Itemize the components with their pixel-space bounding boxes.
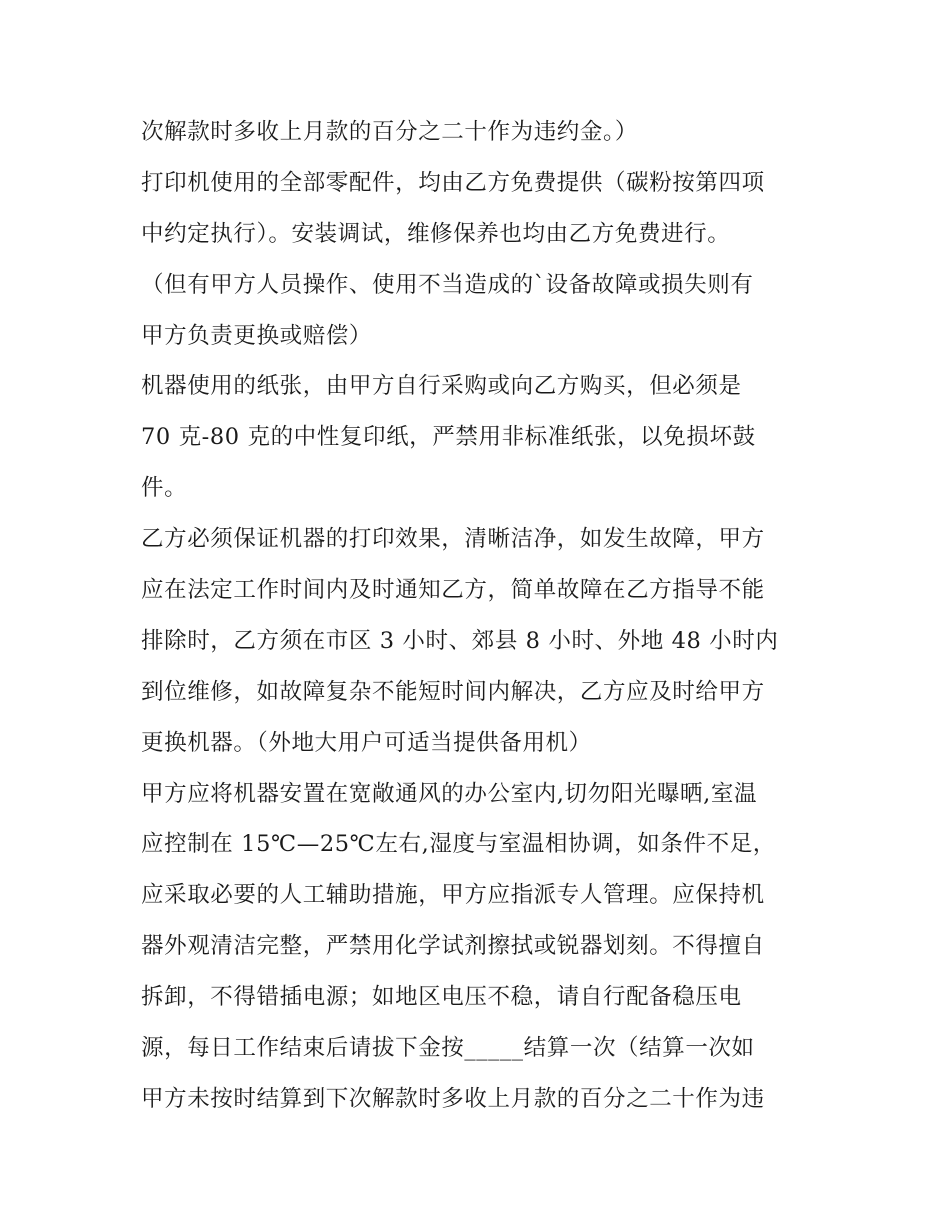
text-line: （但有甲方人员操作、使用不当造成的`设备故障或损失则有	[141, 271, 754, 298]
text-line: 应控制在 15℃—25℃左右,湿度与室温相协调，如条件不足，	[141, 831, 776, 858]
text-line: 更换机器。（外地大用户可适当提供备用机）	[141, 729, 592, 756]
text-line: 机器使用的纸张，由甲方自行采购或向乙方购买，但必须是	[141, 373, 742, 400]
text-line: 甲方负责更换或赔偿）	[141, 322, 373, 349]
text-line: 甲方未按时结算到下次解款时多收上月款的百分之二十作为违	[141, 1085, 765, 1112]
text-line: 到位维修，如故障复杂不能短时间内解决，乙方应及时给甲方	[141, 678, 765, 705]
text-line: 次解款时多收上月款的百分之二十作为违约金。）	[141, 119, 638, 145]
text-line: 甲方应将机器安置在宽敞通风的办公室内,切勿阳光曝晒,室温	[141, 780, 758, 807]
text-line: 打印机使用的全部零配件，均由乙方免费提供（碳粉按第四项	[141, 169, 765, 196]
text-line: 乙方必须保证机器的打印效果，清晰洁净，如发生故障，甲方	[141, 526, 765, 553]
document-body	[141, 107, 831, 1125]
text-line: 源，每日工作结束后请拔下金按_____结算一次（结算一次如	[141, 1035, 755, 1062]
text-line: 器外观清洁完整，严禁用化学试剂擦拭或锐器划刻。不得擅自	[141, 933, 765, 960]
text-line: 应采取必要的人工辅助措施，甲方应指派专人管理。应保持机	[141, 882, 765, 909]
text-line: 拆卸，不得错插电源；如地区电压不稳，请自行配备稳压电	[141, 984, 742, 1011]
text-line: 70 克-80 克的中性复印纸，严禁用非标准纸张，以免损坏鼓	[141, 424, 756, 451]
text-line: 应在法定工作时间内及时通知乙方，简单故障在乙方指导不能	[141, 577, 765, 604]
text-line: 排除时，乙方须在市区 3 小时、郊县 8 小时、外地 48 小时内	[141, 627, 779, 654]
text-line: 件。	[141, 475, 188, 502]
text-line: 中约定执行）。安装调试，维修保养也均由乙方免费进行。	[141, 220, 731, 247]
